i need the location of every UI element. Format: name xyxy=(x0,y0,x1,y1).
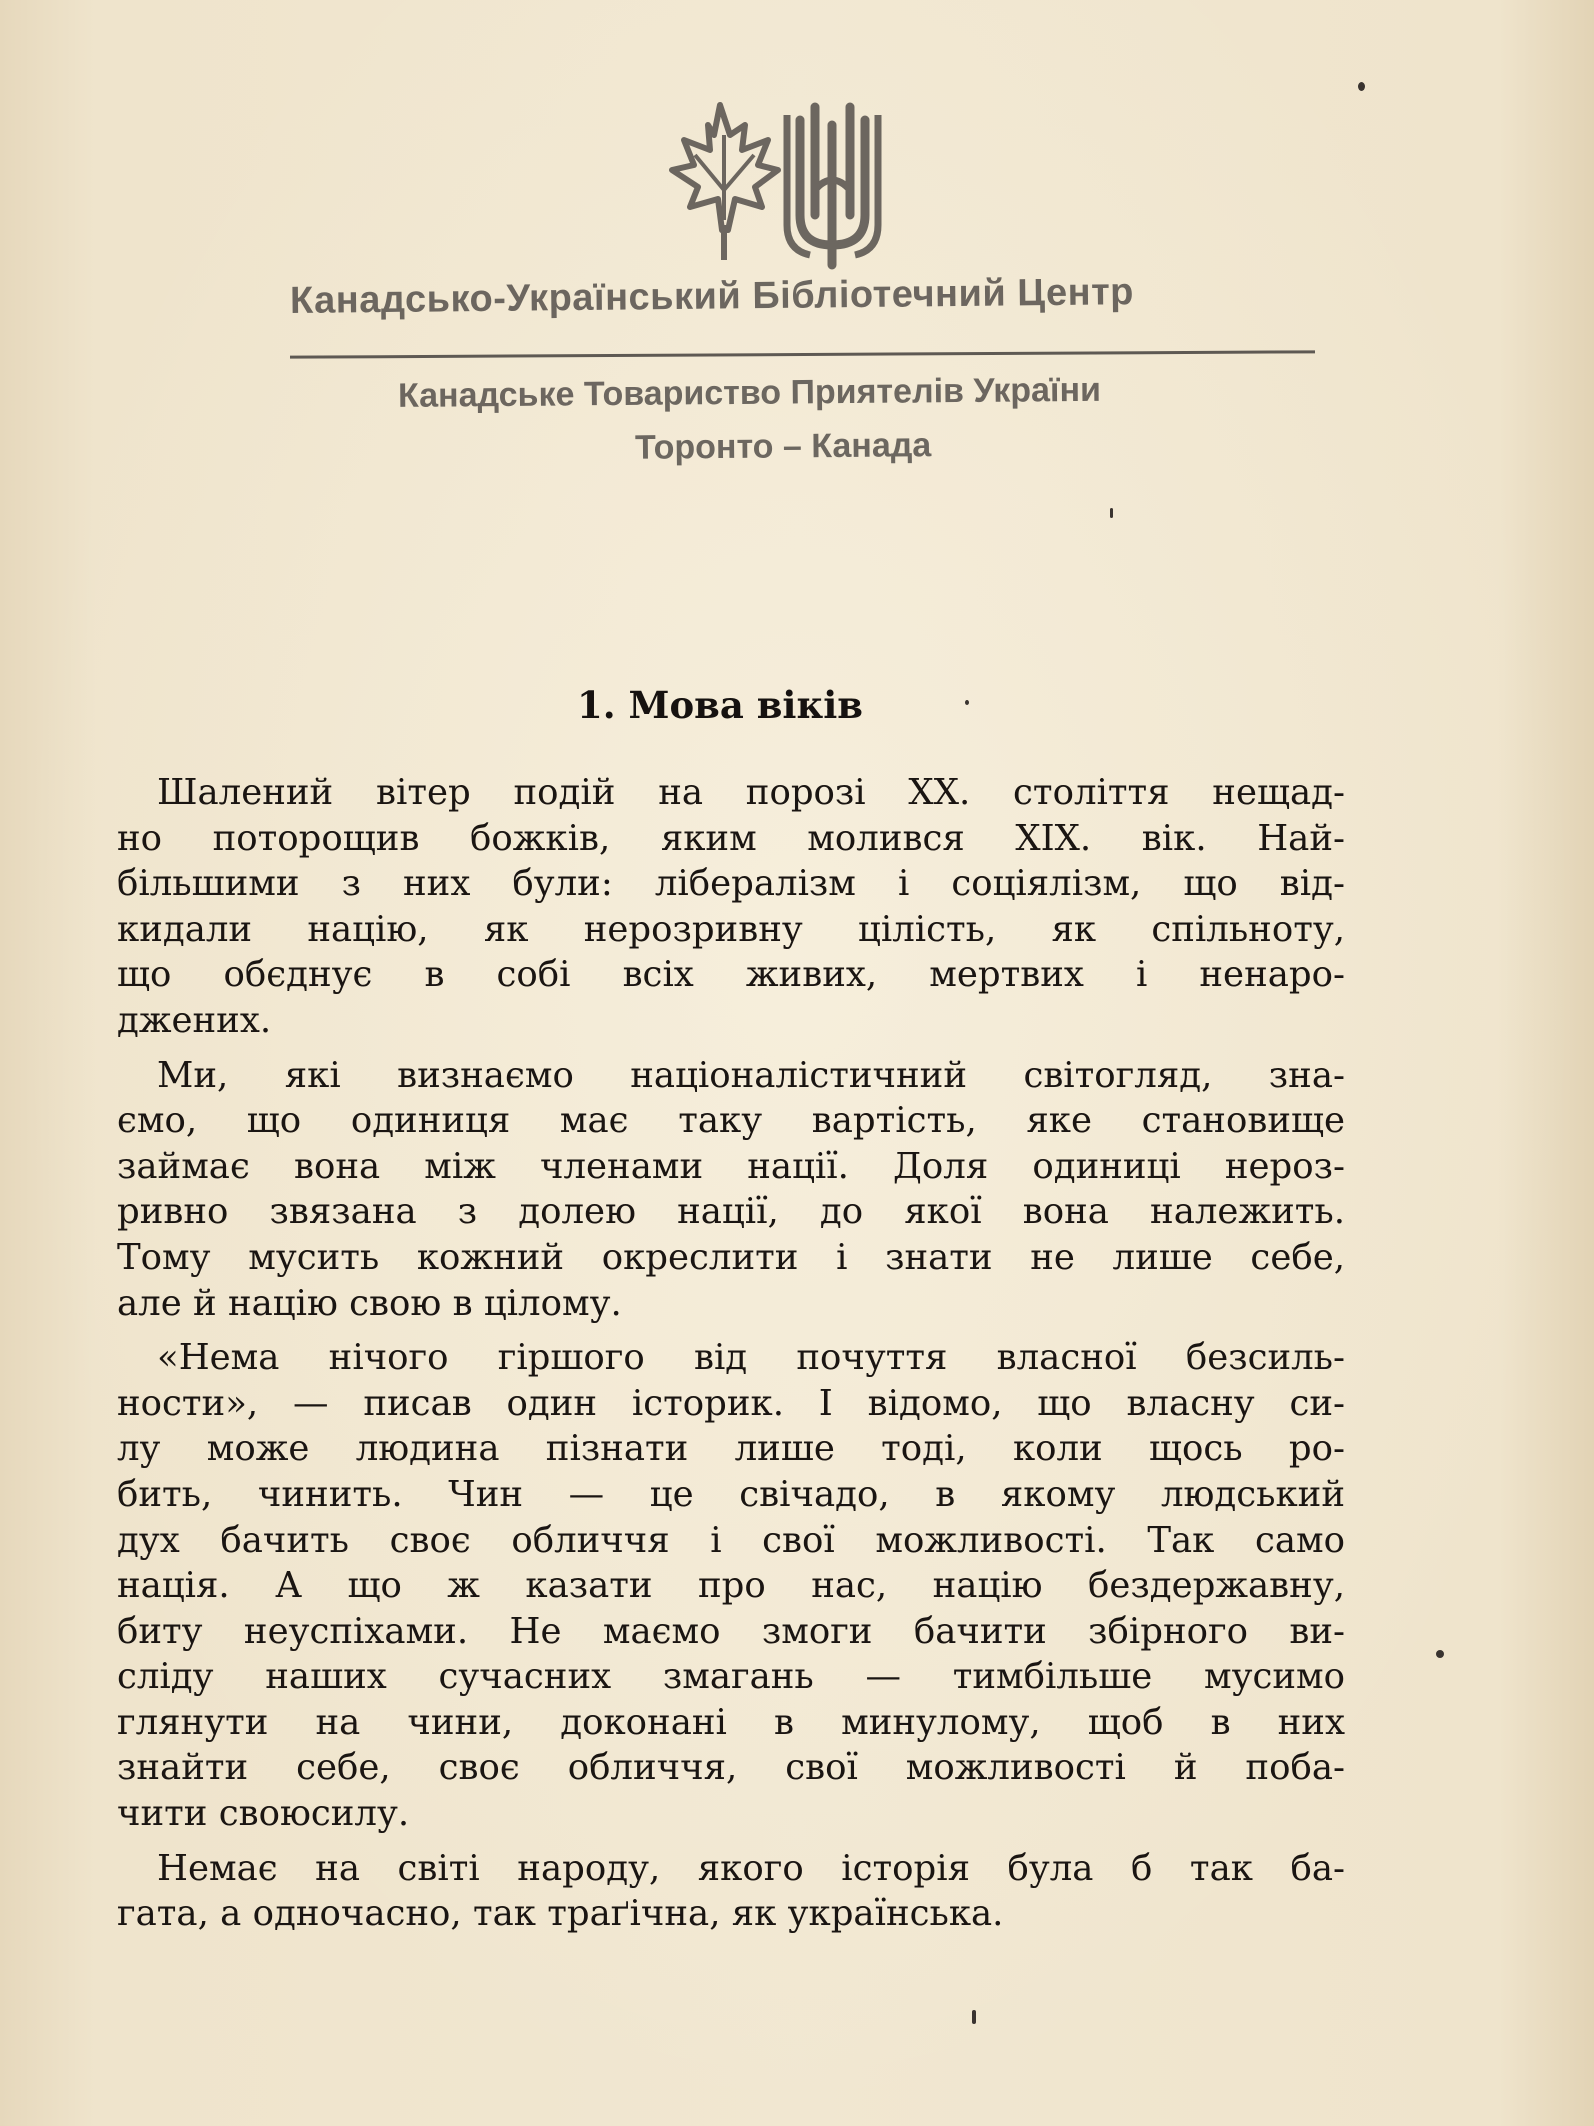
text-line: ємо, що одиниця має таку вартість, яке становище xyxy=(117,1100,1345,1142)
stamp-location: Торонто – Канада xyxy=(634,426,932,467)
text-line: але й націю свою в цілому. xyxy=(117,1282,622,1324)
paper-speck xyxy=(1110,508,1113,518)
text-line: Немає на світі народу, якого історія була б так ба- xyxy=(157,1847,1345,1889)
text-line: Тому мусить кожний окреслити і знати не лише себе, xyxy=(117,1236,1345,1278)
text-line: нація. А що ж казати про нас, націю бездержавну, xyxy=(117,1565,1345,1607)
maple-leaf-trident-emblem-icon xyxy=(650,95,920,270)
text-line: кидали націю, як нерозривну цілість, як спільноту, xyxy=(117,908,1345,950)
paper-speck xyxy=(972,2010,976,2024)
body-text xyxy=(117,770,1345,1937)
text-line: дух бачить своє обличчя і свої можливості. Так само xyxy=(117,1519,1345,1561)
text-line: джених. xyxy=(117,999,272,1041)
text-line: лу може людина пізнати лише тоді, коли щось ро- xyxy=(117,1428,1345,1470)
paragraph xyxy=(117,1335,1345,1837)
stamp-society-name: Канадське Товариство Приятелів України xyxy=(397,370,1102,415)
text-line: ности», — писав один історик. І відомо, що власну си- xyxy=(117,1382,1345,1424)
paper-speck xyxy=(1436,1650,1444,1658)
stamp-library-name: Канадсько-Український Бібліотечний Центр xyxy=(289,271,1135,322)
text-line: займає вона між членами нації. Доля одиниці нероз- xyxy=(117,1145,1345,1187)
text-line: більшими з них були: лібералізм і соціялізм, що від- xyxy=(117,863,1345,905)
text-line: бить, чинить. Чин — це свічадо, в якому людський xyxy=(117,1473,1345,1515)
text-line: сліду наших сучасних змагань — тимбільше мусимо xyxy=(117,1656,1345,1698)
paragraph xyxy=(117,1846,1345,1937)
stamp-divider xyxy=(290,350,1315,358)
paper-speck xyxy=(1358,82,1365,91)
text-line: но поторощив божків, яким молився XIX. вік. Най- xyxy=(117,817,1345,859)
paragraph xyxy=(117,1053,1345,1327)
text-line: Шалений вітер подій на порозі XX. століття нещад- xyxy=(157,772,1345,813)
text-line: ривно звязана з долею нації, до якої вона належить. xyxy=(117,1191,1345,1233)
text-line: «Нема нічого гіршого від почуття власної безсиль- xyxy=(157,1337,1345,1379)
chapter-title: 1. Мова віків xyxy=(577,683,863,727)
paper-speck xyxy=(965,700,969,705)
library-stamp xyxy=(280,95,1320,495)
text-line: Ми, які визнаємо націоналістичний світогляд, зна- xyxy=(157,1054,1345,1096)
text-line: знайти себе, своє обличчя, свої можливості й поба- xyxy=(117,1747,1345,1789)
text-line: що обєднує в собі всіх живих, мертвих і ненаро- xyxy=(117,954,1345,996)
paragraph xyxy=(117,770,1345,1044)
text-line: биту неуспіхами. Не маємо змоги бачити збірного ви- xyxy=(117,1610,1345,1652)
text-line: глянути на чини, доконані в минулому, щоб в них xyxy=(117,1701,1345,1743)
text-line: гата, а одночасно, так траґічна, як українська. xyxy=(117,1893,1004,1935)
text-line: чити своюсилу. xyxy=(117,1793,410,1835)
